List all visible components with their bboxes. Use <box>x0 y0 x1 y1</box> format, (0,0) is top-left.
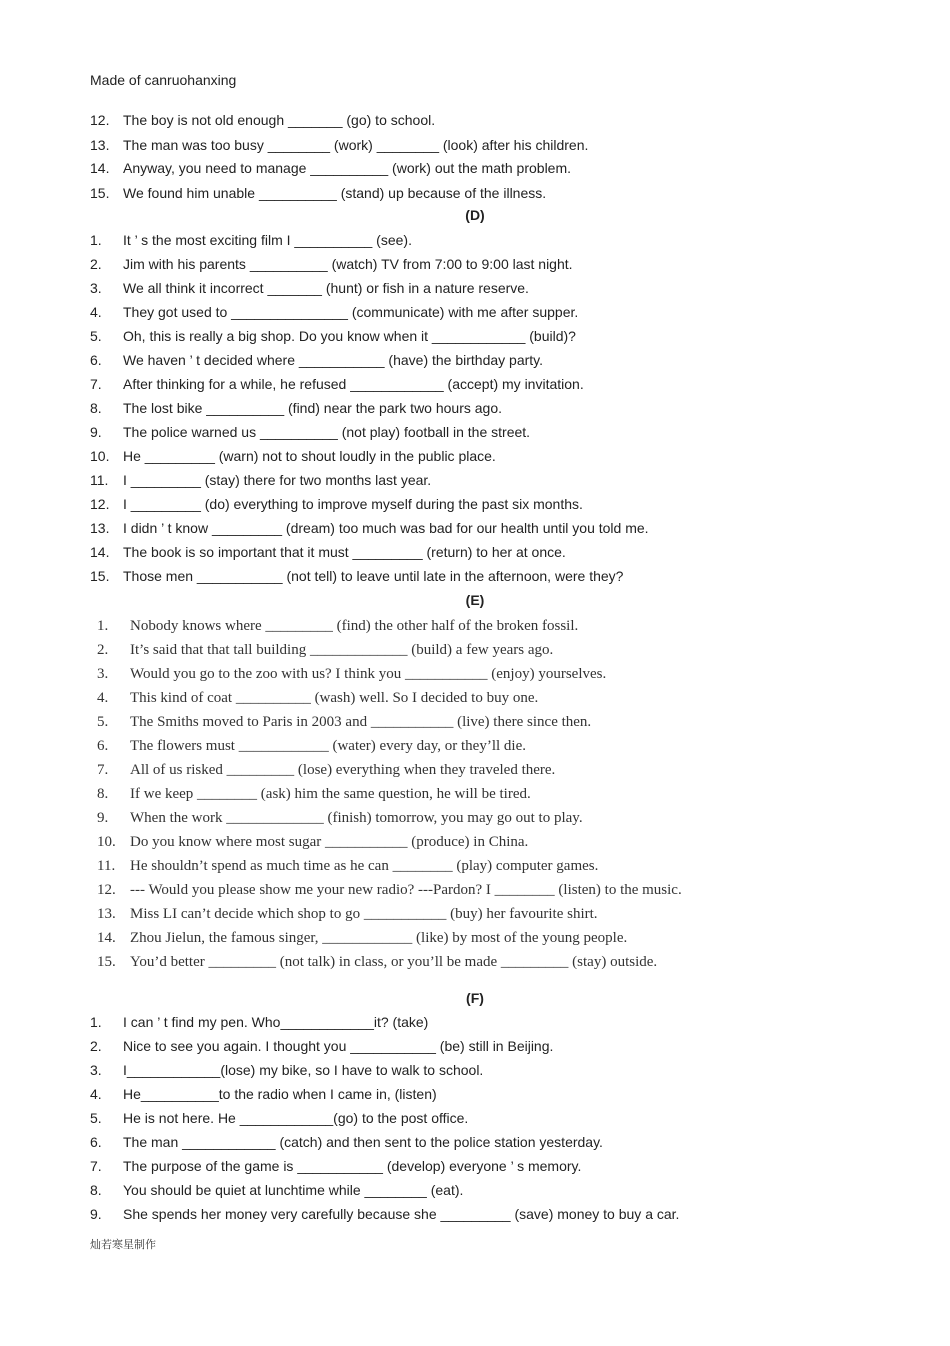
list-item: 3. I____________(lose) my bike, so I have to walk to school. <box>90 1062 484 1078</box>
list-item: 11. I _________ (stay) there for two months last year. <box>90 472 432 488</box>
list-item: 14. Zhou Jielun, the famous singer, ____________ (like) by most of the young people. <box>97 930 628 946</box>
list-item: 2. It’s said that that tall building _____________ (build) a few years ago. <box>97 642 554 658</box>
list-item: 15. Those men ___________ (not tell) to leave until late in the afternoon, were they? <box>90 568 624 584</box>
list-item: 10. He _________ (warn) not to shout loudly in the public place. <box>90 448 496 464</box>
list-item: 4. This kind of coat __________ (wash) well. So I decided to buy one. <box>97 690 539 706</box>
list-item: 6. We haven ’ t decided where ___________ (have) the birthday party. <box>90 352 544 368</box>
list-item: 7. All of us risked _________ (lose) everything when they traveled there. <box>97 762 556 778</box>
list-item: 2. Nice to see you again. I thought you ___________ (be) still in Beijing. <box>90 1038 554 1054</box>
list-item: 15. We found him unable __________ (stand) up because of the illness. <box>90 185 547 201</box>
list-item: 11. He shouldn’t spend as much time as he can ________ (play) computer games. <box>97 858 599 874</box>
list-item: 1. Nobody knows where _________ (find) the other half of the broken fossil. <box>97 618 579 634</box>
page-footer: 灿若寒星制作 <box>90 1238 156 1251</box>
list-item: 9. She spends her money very carefully because she _________ (save) money to buy a car. <box>90 1206 680 1222</box>
list-item: 7. The purpose of the game is ___________ (develop) everyone ’ s memory. <box>90 1158 582 1174</box>
list-item: 3. Would you go to the zoo with us? I think you ___________ (enjoy) yourselves. <box>97 666 607 682</box>
list-item: 8. You should be quiet at lunchtime while ________ (eat). <box>90 1182 464 1198</box>
list-item: 3. We all think it incorrect _______ (hunt) or fish in a nature reserve. <box>90 280 529 296</box>
list-item: 4. They got used to _______________ (communicate) with me after supper. <box>90 304 579 320</box>
page-header: Made of canruohanxing <box>90 72 237 88</box>
list-item: 1. I can ’ t find my pen. Who____________it? (take) <box>90 1014 429 1030</box>
list-item: 10. Do you know where most sugar ___________ (produce) in China. <box>97 834 529 850</box>
list-item: 14. The book is so important that it must _________ (return) to her at once. <box>90 544 566 560</box>
list-item: 12. I _________ (do) everything to improve myself during the past six months. <box>90 496 583 512</box>
list-item: 12. --- Would you please show me your new radio? ---Pardon? I ________ (listen) to the music. <box>97 882 682 898</box>
list-item: 4. He__________to the radio when I came in, (listen) <box>90 1086 437 1102</box>
section-title-e: (E) <box>465 592 485 608</box>
list-item: 5. He is not here. He ____________(go) to the post office. <box>90 1110 469 1126</box>
list-item: 5. The Smiths moved to Paris in 2003 and ___________ (live) there since then. <box>97 714 592 730</box>
list-item: 7. After thinking for a while, he refused ____________ (accept) my invitation. <box>90 376 584 392</box>
list-item: 13. The man was too busy ________ (work) ________ (look) after his children. <box>90 137 589 153</box>
section-title-d: (D) <box>465 207 485 223</box>
list-item: 2. Jim with his parents __________ (watch) TV from 7:00 to 9:00 last night. <box>90 256 573 272</box>
list-item: 8. If we keep ________ (ask) him the same question, he will be tired. <box>97 786 531 802</box>
list-item: 13. Miss LI can’t decide which shop to go ___________ (buy) her favourite shirt. <box>97 906 598 922</box>
list-item: 15. You’d better _________ (not talk) in class, or you’ll be made _________ (stay) outside. <box>97 954 658 970</box>
list-item: 6. The flowers must ____________ (water) every day, or they’ll die. <box>97 738 526 754</box>
list-item: 5. Oh, this is really a big shop. Do you know when it ____________ (build)? <box>90 328 576 344</box>
list-item: 12. The boy is not old enough _______ (go) to school. <box>90 112 436 128</box>
list-item: 8. The lost bike __________ (find) near the park two hours ago. <box>90 400 503 416</box>
list-item: 14. Anyway, you need to manage __________ (work) out the math problem. <box>90 160 572 176</box>
section-title-f: (F) <box>466 990 484 1006</box>
list-item: 9. When the work _____________ (finish) tomorrow, you may go out to play. <box>97 810 583 826</box>
list-item: 9. The police warned us __________ (not play) football in the street. <box>90 424 531 440</box>
list-item: 1. It ’ s the most exciting film I __________ (see). <box>90 232 412 248</box>
list-item: 6. The man ____________ (catch) and then sent to the police station yesterday. <box>90 1134 603 1150</box>
list-item: 13. I didn ’ t know _________ (dream) too much was bad for our health until you told me. <box>90 520 649 536</box>
